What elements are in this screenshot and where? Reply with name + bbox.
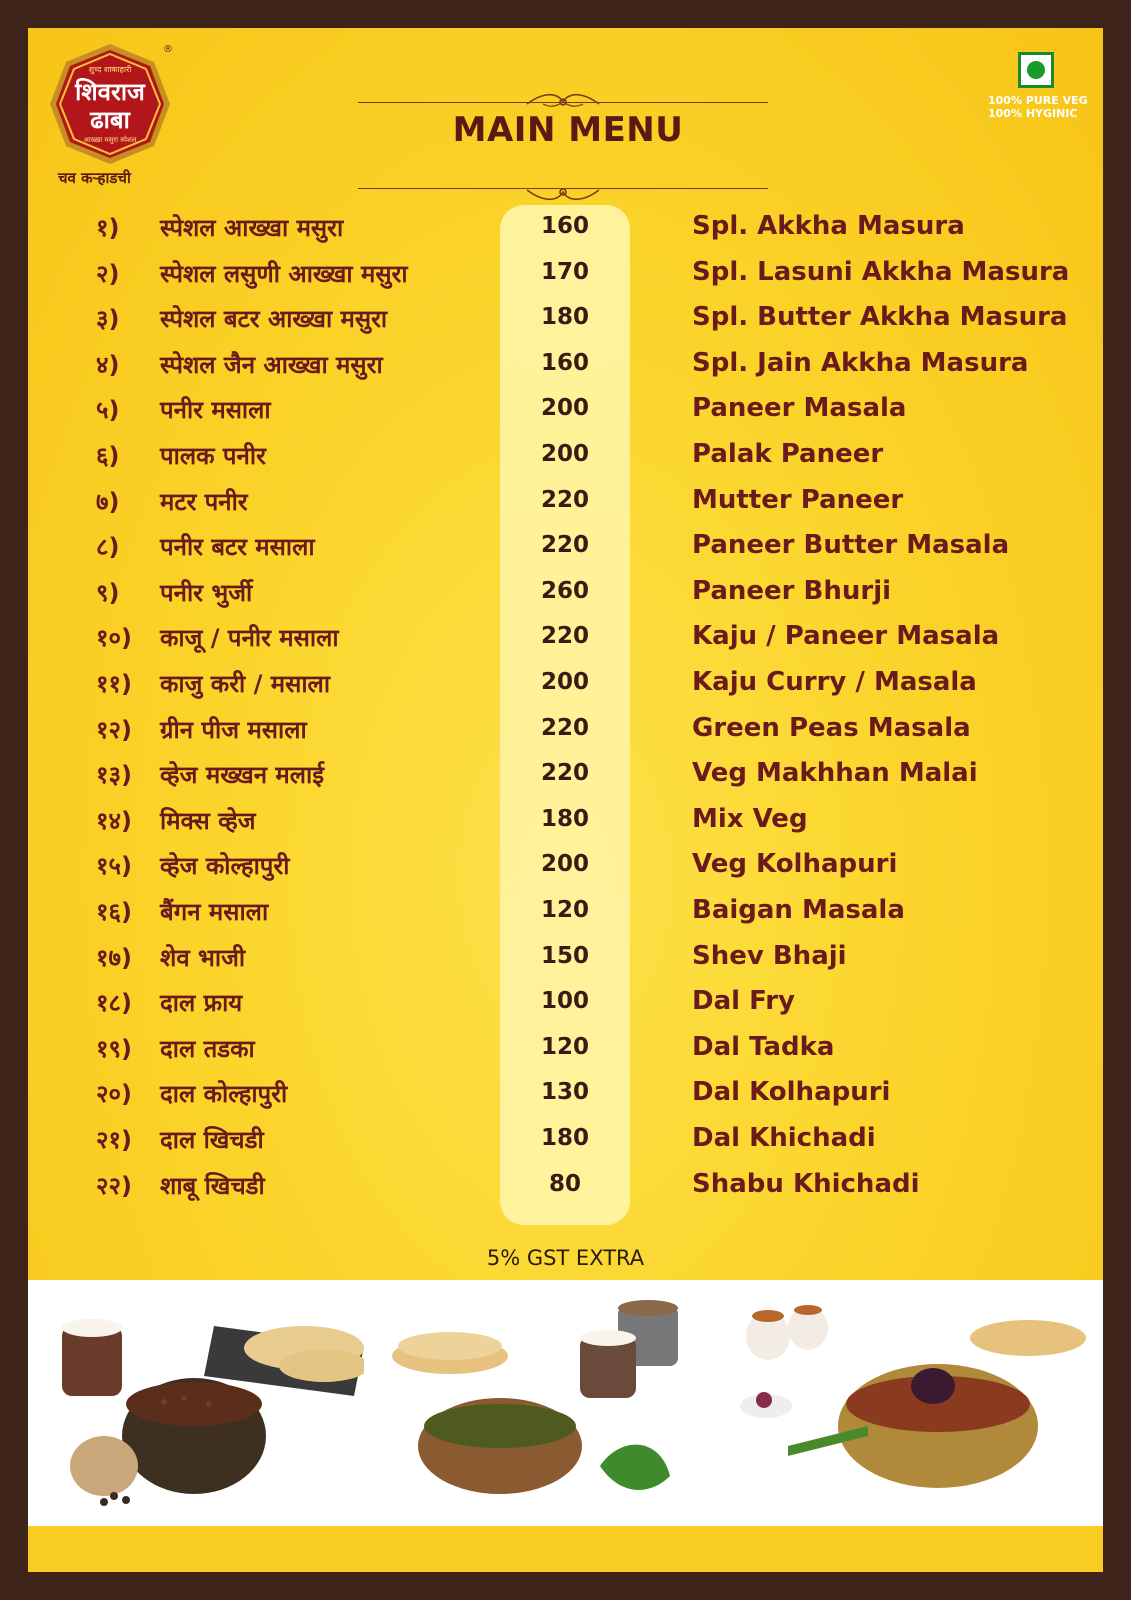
svg-text:शिवराज: शिवराज [75, 78, 145, 106]
restaurant-logo [46, 40, 174, 168]
item-name-english: Dal Fry [692, 986, 795, 1017]
item-name-marathi: स्पेशल बटर आख्खा मसुरा [160, 305, 388, 334]
item-name-marathi: काजु करी / मसाला [160, 670, 331, 698]
item-number: ७) [96, 487, 120, 516]
item-name-marathi: दाल कोल्हापुरी [160, 1080, 288, 1109]
item-number: ८) [96, 533, 120, 562]
item-price: 100 [540, 988, 589, 1015]
menu-item-row [28, 849, 1103, 895]
item-name-english: Spl. Butter Akkha Masura [692, 302, 1068, 333]
item-number: ६) [96, 442, 120, 470]
item-number: १८) [96, 989, 132, 1018]
baingan-dish-photo [728, 1286, 1098, 1518]
menu-item-row [28, 1169, 1103, 1215]
item-name-english: Shev Bhaji [692, 940, 847, 971]
item-number: १३) [96, 761, 132, 790]
item-name-marathi: व्हेज कोल्हापुरी [160, 852, 290, 881]
item-price: 220 [540, 714, 589, 741]
item-name-english: Spl. Lasuni Akkha Masura [692, 256, 1070, 287]
menu-item-row [28, 1032, 1103, 1078]
item-number: ३) [96, 305, 120, 334]
item-number: १) [96, 214, 120, 242]
svg-text:आख्खा मसुरा स्पेशल: आख्खा मसुरा स्पेशल [83, 136, 137, 144]
item-price: 220 [540, 623, 589, 650]
item-name-english: Veg Makhhan Malai [692, 758, 978, 789]
item-name-marathi: काजू / पनीर मसाला [160, 624, 339, 653]
item-name-english: Mix Veg [692, 803, 808, 834]
logo-tagline: चव कऱ्हाडची [58, 169, 131, 187]
gst-note: 5% GST EXTRA [486, 1246, 645, 1270]
item-price: 200 [540, 395, 589, 422]
menu-item-row [28, 393, 1103, 439]
item-name-english: Dal Kolhapuri [692, 1077, 891, 1108]
menu-item-row [28, 439, 1103, 485]
item-name-marathi: दाल फ्राय [160, 989, 243, 1018]
veg-badge-text [988, 94, 1098, 120]
veg-mark-icon [1018, 52, 1054, 88]
item-name-marathi: पनीर भुर्जी [160, 578, 253, 607]
item-name-english: Kaju / Paneer Masala [692, 621, 1000, 652]
item-number: १२) [96, 715, 132, 744]
item-name-marathi: दाल तडका [160, 1034, 255, 1063]
item-price: 220 [540, 760, 589, 787]
svg-text:शुध्द शाकाहारी: शुध्द शाकाहारी [88, 65, 132, 74]
item-number: ४) [96, 350, 120, 379]
item-name-marathi: व्हेज मख्खन मलाई [160, 761, 325, 790]
item-name-marathi: मटर पनीर [160, 487, 248, 516]
item-price: 80 [548, 1170, 581, 1197]
item-number: १०) [96, 624, 132, 653]
item-name-english: Green Peas Masala [692, 712, 971, 743]
item-name-english: Spl. Akkha Masura [692, 211, 965, 241]
menu-item-row [28, 758, 1103, 804]
menu-item-row [28, 804, 1103, 850]
item-price: 150 [540, 942, 589, 969]
ornament-bottom-icon [523, 180, 603, 206]
menu-item-row [28, 713, 1103, 759]
badge-line2: 100% HYGINIC [988, 107, 1078, 120]
item-price: 220 [540, 486, 589, 513]
menu-item-row [28, 1123, 1103, 1169]
masura-dish-photo [34, 1286, 364, 1518]
menu-item-row [28, 348, 1103, 394]
menu-item-row [28, 485, 1103, 531]
item-name-marathi: पनीर बटर मसाला [160, 533, 315, 562]
item-name-english: Dal Tadka [692, 1031, 835, 1062]
item-name-english: Kaju Curry / Masala [692, 667, 977, 697]
item-name-marathi: बैंगन मसाला [160, 898, 269, 926]
menu-item-row [28, 211, 1103, 257]
item-price: 180 [540, 304, 589, 331]
item-number: २१) [96, 1126, 132, 1154]
item-name-english: Paneer Butter Masala [692, 530, 1010, 561]
menu-item-row [28, 1077, 1103, 1123]
item-name-english: Palak Paneer [692, 439, 884, 469]
item-price: 120 [540, 897, 589, 923]
menu-item-row [28, 667, 1103, 713]
item-price: 180 [540, 1125, 589, 1151]
title-block [358, 88, 778, 188]
item-number: २२) [96, 1171, 132, 1200]
item-number: १९) [96, 1034, 132, 1063]
menu-page [28, 28, 1103, 1572]
page-title: MAIN MENU [452, 110, 684, 150]
item-number: १६) [96, 898, 132, 926]
item-name-marathi: ग्रीन पीज मसाला [160, 715, 307, 744]
palak-dish-photo [380, 1286, 690, 1518]
item-name-marathi: स्पेशल लसुणी आख्खा मसुरा [160, 259, 408, 288]
item-name-marathi: शेव भाजी [160, 943, 246, 972]
item-name-english: Veg Kolhapuri [692, 849, 898, 880]
badge-line1: 100% PURE VEG [988, 94, 1088, 107]
item-name-marathi: स्पेशल जैन आख्खा मसुरा [160, 350, 383, 379]
item-price: 160 [540, 349, 589, 376]
item-number: २०) [96, 1080, 132, 1109]
item-number: १५) [96, 852, 132, 881]
menu-item-row [28, 530, 1103, 576]
menu-item-row [28, 621, 1103, 667]
svg-text:ढाबा: ढाबा [90, 106, 130, 134]
menu-item-row [28, 941, 1103, 987]
menu-item-row [28, 257, 1103, 303]
item-name-marathi: पनीर मसाला [160, 396, 271, 425]
item-price: 200 [540, 441, 589, 467]
item-name-marathi: दाल खिचडी [160, 1126, 264, 1154]
item-price: 120 [540, 1033, 589, 1060]
menu-item-row [28, 576, 1103, 622]
item-number: ५) [96, 396, 120, 425]
item-name-english: Paneer Bhurji [692, 575, 892, 606]
item-name-english: Paneer Masala [692, 393, 907, 424]
item-price: 260 [540, 577, 589, 604]
food-photo-strip [28, 1280, 1103, 1526]
bottom-band [28, 1526, 1103, 1572]
item-number: ९) [96, 578, 120, 607]
item-price: 200 [540, 851, 589, 878]
item-price: 180 [540, 805, 589, 832]
item-name-marathi: शाबू खिचडी [160, 1171, 265, 1200]
menu-item-row [28, 895, 1103, 941]
item-number: १४) [96, 806, 132, 835]
item-price: 220 [540, 532, 589, 559]
svg-text:®: ® [163, 44, 173, 55]
item-name-english: Mutter Paneer [692, 484, 904, 515]
item-name-english: Baigan Masala [692, 895, 905, 925]
item-name-english: Dal Khichadi [692, 1123, 876, 1153]
item-number: २) [96, 259, 120, 288]
item-price: 160 [540, 213, 589, 239]
item-price: 170 [540, 258, 589, 285]
item-price: 200 [540, 669, 589, 695]
item-number: १७) [96, 943, 132, 972]
item-name-marathi: स्पेशल आख्खा मसुरा [160, 214, 344, 242]
item-name-marathi: मिक्स व्हेज [160, 806, 256, 835]
item-name-english: Spl. Jain Akkha Masura [692, 347, 1029, 378]
item-name-english: Shabu Khichadi [692, 1168, 920, 1199]
menu-item-row [28, 986, 1103, 1032]
item-name-marathi: पालक पनीर [160, 442, 266, 470]
item-number: ११) [96, 670, 132, 698]
item-price: 130 [540, 1079, 589, 1106]
menu-item-row [28, 302, 1103, 348]
